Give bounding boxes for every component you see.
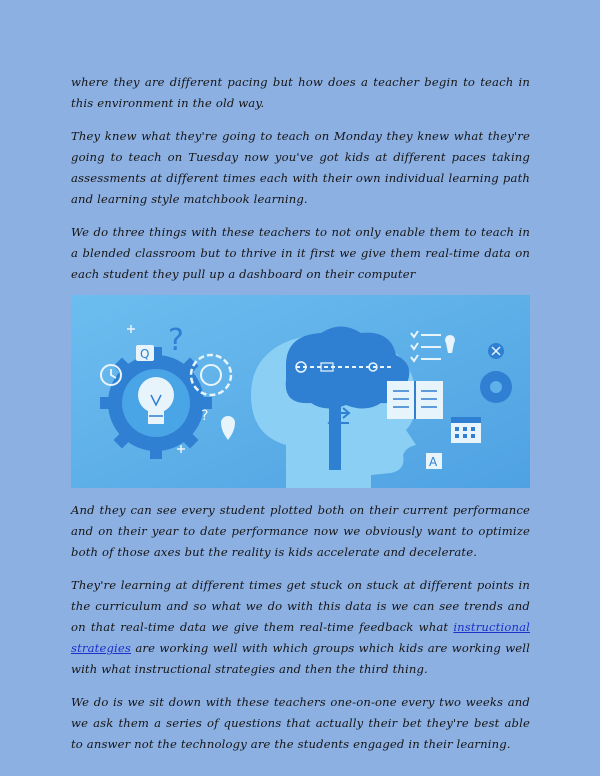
paragraph-3: We do three things with these teachers to not only enable them to teach in a blended classroom but to thrive in it first we give them real-time data on each student they pull up a dashboard on their computer — [71, 225, 530, 281]
svg-text:A: A — [429, 455, 438, 469]
calendar-icon — [451, 417, 481, 443]
document-body — [71, 72, 530, 755]
search-icon — [136, 345, 154, 361]
close-icon — [488, 343, 504, 359]
paragraph-4: And they can see every student plotted both on their current performance and on their year to date performance now we obviously want to optimize both of those axes but the reality is kids accelerate and decelerate. — [71, 503, 530, 559]
paragraph-1: where they are different pacing but how does a teacher begin to teach in this environment in the old way. — [71, 75, 530, 110]
small-question-mark-icon: ? — [201, 408, 209, 424]
svg-text:Q: Q — [140, 347, 150, 361]
paragraph-6: We do is we sit down with these teachers one-on-one every two weeks and we ask them a series of questions that actually their bet they're best able to answer not the technology are the students engaged in their learning. — [71, 695, 530, 751]
question-mark-icon: ? — [168, 323, 184, 358]
instructional-strategies-link[interactable]: instructional strategies — [71, 620, 530, 655]
education-illustration — [71, 295, 530, 488]
paragraph-5-text-end: are working well with which groups which kids are working well with what instructional strategies and then the third thing. — [71, 641, 530, 676]
paragraph-5-text-start: They're learning at different times get stuck on stuck at different points in the curriculum and so what we do with this data is we can see trends and on that real-time data we give them real-time feedback what — [71, 578, 530, 634]
open-book-icon — [387, 381, 443, 419]
letter-a-box-icon — [426, 453, 442, 469]
paragraph-2: They knew what they're going to teach on Monday they knew what they're going to teach on Tuesday now you've got kids at different paces taking assessments at different times each with their own individual learning path and learning style matchbook learning. — [71, 129, 530, 206]
right-gear-icon — [480, 371, 512, 403]
paragraph-5 — [71, 575, 530, 680]
